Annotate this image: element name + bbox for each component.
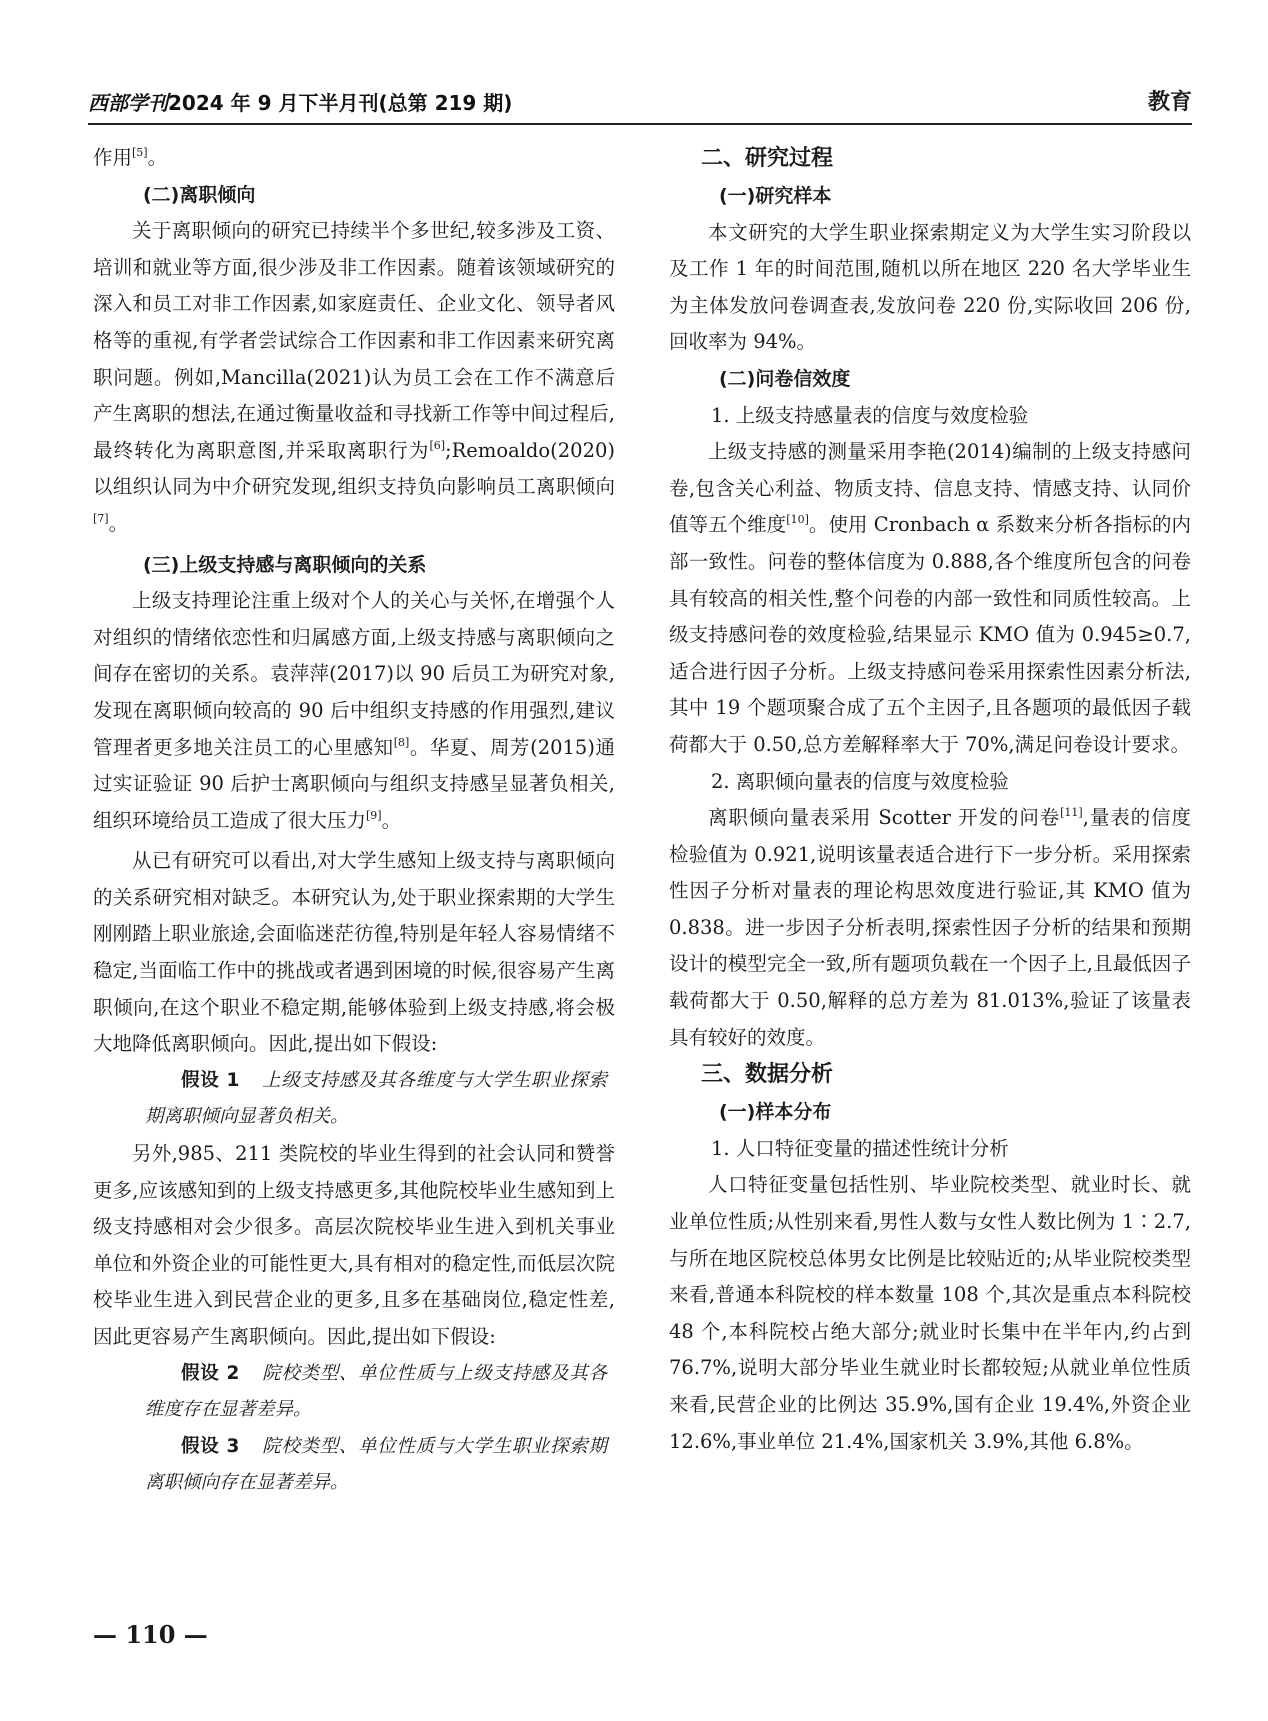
issue-info: 2024 年 9 月下半月刊(总第 219 期) [168,91,513,115]
citation: [6] [429,438,446,452]
citation: [9] [366,808,382,822]
section-category: 教育 [1147,90,1192,115]
right-column [669,140,1191,1460]
subsection-heading: (三)上级支持感与离职倾向的关系 [143,553,427,576]
text: 上级支持理论注重上级对个人的关心与关怀,在增强个人对组织的情绪依恋性和归属感方面,上级支持感与离职倾向之间存在密切的关系。袁萍萍(2017)以 90 后员工为研究对象,发现在离职倾向较高的 90 后中组织支持感的作用强烈,建议管理者更多地关注员工的心里感知 [93,589,615,759]
citation: [10] [786,513,809,527]
page-number: — 110 — [93,1620,208,1649]
text: 。 [381,808,402,832]
section-heading: 三、数据分析 [701,1062,834,1088]
text: ,量表的信度检验值为 0.921,说明该量表适合进行下一步分析。采用探索性因子分析对量表的理论构思效度进行验证,其 KMO 值为 0.838。进一步因子分析表明,探索性因子分析的结果和预期设计的模型完全一致,所有题项负载在一个因子上,且最低因子载荷都大于 0.50,解释的总方差为 81.013%,验证了该量表具有较好的效度。 [669,806,1191,1049]
citation: [11] [1060,806,1083,820]
paragraph: 另外,985、211 类院校的毕业生得到的社会认同和赞誉更多,应该感知到的上级支持感更多,其他院校毕业生感知到上级支持感相对会少很多。高层次院校毕业生进入到机关事业单位和外资企业的可能性更大,具有相对的稳定性,而低层次院校毕业生进入到民营企业的更多,且多在基础岗位,稳定性差,因此更容易产生离职倾向。因此,提出如下假设: [93,1142,615,1348]
text: 关于离职倾向的研究已持续半个多世纪,较多涉及工资、培训和就业等方面,很少涉及非工作因素。随着该领域研究的深入和员工对非工作因素,如家庭责任、企业文化、领导者风格等的重视,有学者尝试综合工作因素和非工作因素来研究离职问题。例如,Mancilla(2021)认为员工会在工作不满意后产生离职的想法,在通过衡量收益和寻找新工作等中间过程后,最终转化为离职意图,并采取离职行为 [93,219,615,462]
text: 。 [108,511,129,535]
citation: [8] [393,735,410,749]
paragraph [93,583,615,839]
paragraph [669,434,1191,763]
sub-subsection-heading: 2. 离职倾向量表的信度与效度检验 [711,769,1009,793]
paragraph: 本文研究的大学生职业探索期定义为大学生实习阶段以及工作 1 年的时间范围,随机以所在地区 220 名大学毕业生为主体发放问卷调查表,发放问卷 220 份,实际收回 206 份,回收率为 94%。 [669,220,1191,354]
paragraph: 人口特征变量包括性别、毕业院校类型、就业时长、就业单位性质;从性别来看,男性人数与女性人数比例为 1∶2.7,与所在地区院校总体男女比例是比较贴近的;从毕业院校类型来看,普通本科院校的样本数量 108 个,其次是重点本科院校 48 个,本科院校占绝大部分;就业时长集中在半年内,约占到 76.7%,说明大部分毕业生就业时长都较短;从就业单位性质来看,民营企业的比例达 35.9%,国有企业 19.4%,外资企业 12.6%,事业单位 21.4%,国家机关 3.9%,其他 6.8%。 [669,1173,1191,1453]
text: 。华夏、周芳(2015)通过实证验证 90 后护士离职倾向与组织支持感呈显著负相关,组织环境给员工造成了很大压力 [93,735,615,832]
hypothesis-3 [93,1429,615,1502]
hypothesis-label: 假设 3 [181,1435,240,1457]
sub-subsection-heading: 1. 上级支持感量表的信度与效度检验 [711,403,1029,427]
text: ;Remoaldo(2020)以组织认同为中介研究发现,组织支持负向影响员工离职倾向 [93,438,615,499]
citation: [7] [93,511,109,525]
left-column [93,140,615,1502]
hypothesis-text: 院校类型、单位性质与上级支持感及其各维度存在显著差异。 [145,1362,607,1421]
hypothesis-label: 假设 1 [181,1069,240,1091]
citation: [5] [132,146,148,159]
text: 上级支持感的测量采用李艳(2014)编制的上级支持感问卷,包含关心利益、物质支持、信息支持、情感支持、认同价值等五个维度 [669,440,1191,537]
text: 离职倾向量表采用 Scotter 开发的问卷 [708,806,1061,830]
journal-issue [88,90,512,116]
subsection-heading: (二)离职倾向 [143,183,256,206]
hypothesis-label: 假设 2 [181,1362,240,1384]
hypothesis-2 [93,1356,615,1429]
hypothesis-1 [93,1063,615,1136]
hypothesis-text: 院校类型、单位性质与大学生职业探索期离职倾向存在显著差异。 [145,1435,607,1494]
subsection-heading: (一)研究样本 [719,185,832,207]
text: 。 [147,146,168,169]
paragraph [93,213,615,542]
journal-logo: 西部学刊 [88,91,168,115]
paragraph: 从已有研究可以看出,对大学生感知上级支持与离职倾向的关系研究相对缺乏。本研究认为,处于职业探索期的大学生刚刚踏上职业旅途,会面临迷茫彷徨,特别是年轻人容易情绪不稳定,当面临工作中的挑战或者遇到困境的时候,很容易产生离职倾向,在这个职业不稳定期,能够体验到上级支持感,将会极大地降低离职倾向。因此,提出如下假设: [93,849,615,1056]
subsection-heading: (二)问卷信效度 [719,367,851,390]
sub-subsection-heading: 1. 人口特征变量的描述性统计分析 [711,1136,1009,1160]
running-header [88,90,1192,120]
paragraph [669,800,1191,1056]
subsection-heading: (一)样本分布 [719,1101,832,1124]
text: 作用 [93,146,133,169]
paragraph [93,140,615,177]
hypothesis-text: 上级支持感及其各维度与大学生职业探索期离职倾向显著负相关。 [145,1069,607,1128]
header-rule [88,123,1192,125]
text: 。使用 Cronbach α 系数来分析各指标的内部一致性。问卷的整体信度为 0.888,各个维度所包含的问卷具有较高的相关性,整个问卷的内部一致性和同质性较高。上级支持感问卷的效度检验,结果显示 KMO 值为 0.945≥0.7,适合进行因子分析。上级支持感问卷采用探索性因素分析法,其中 19 个题项聚合成了五个主因子,且各题项的最低因子载荷都大于 0.50,总方差解释率大于 70%,满足问卷设计要求。 [669,513,1191,756]
section-heading: 二、研究过程 [701,146,834,171]
